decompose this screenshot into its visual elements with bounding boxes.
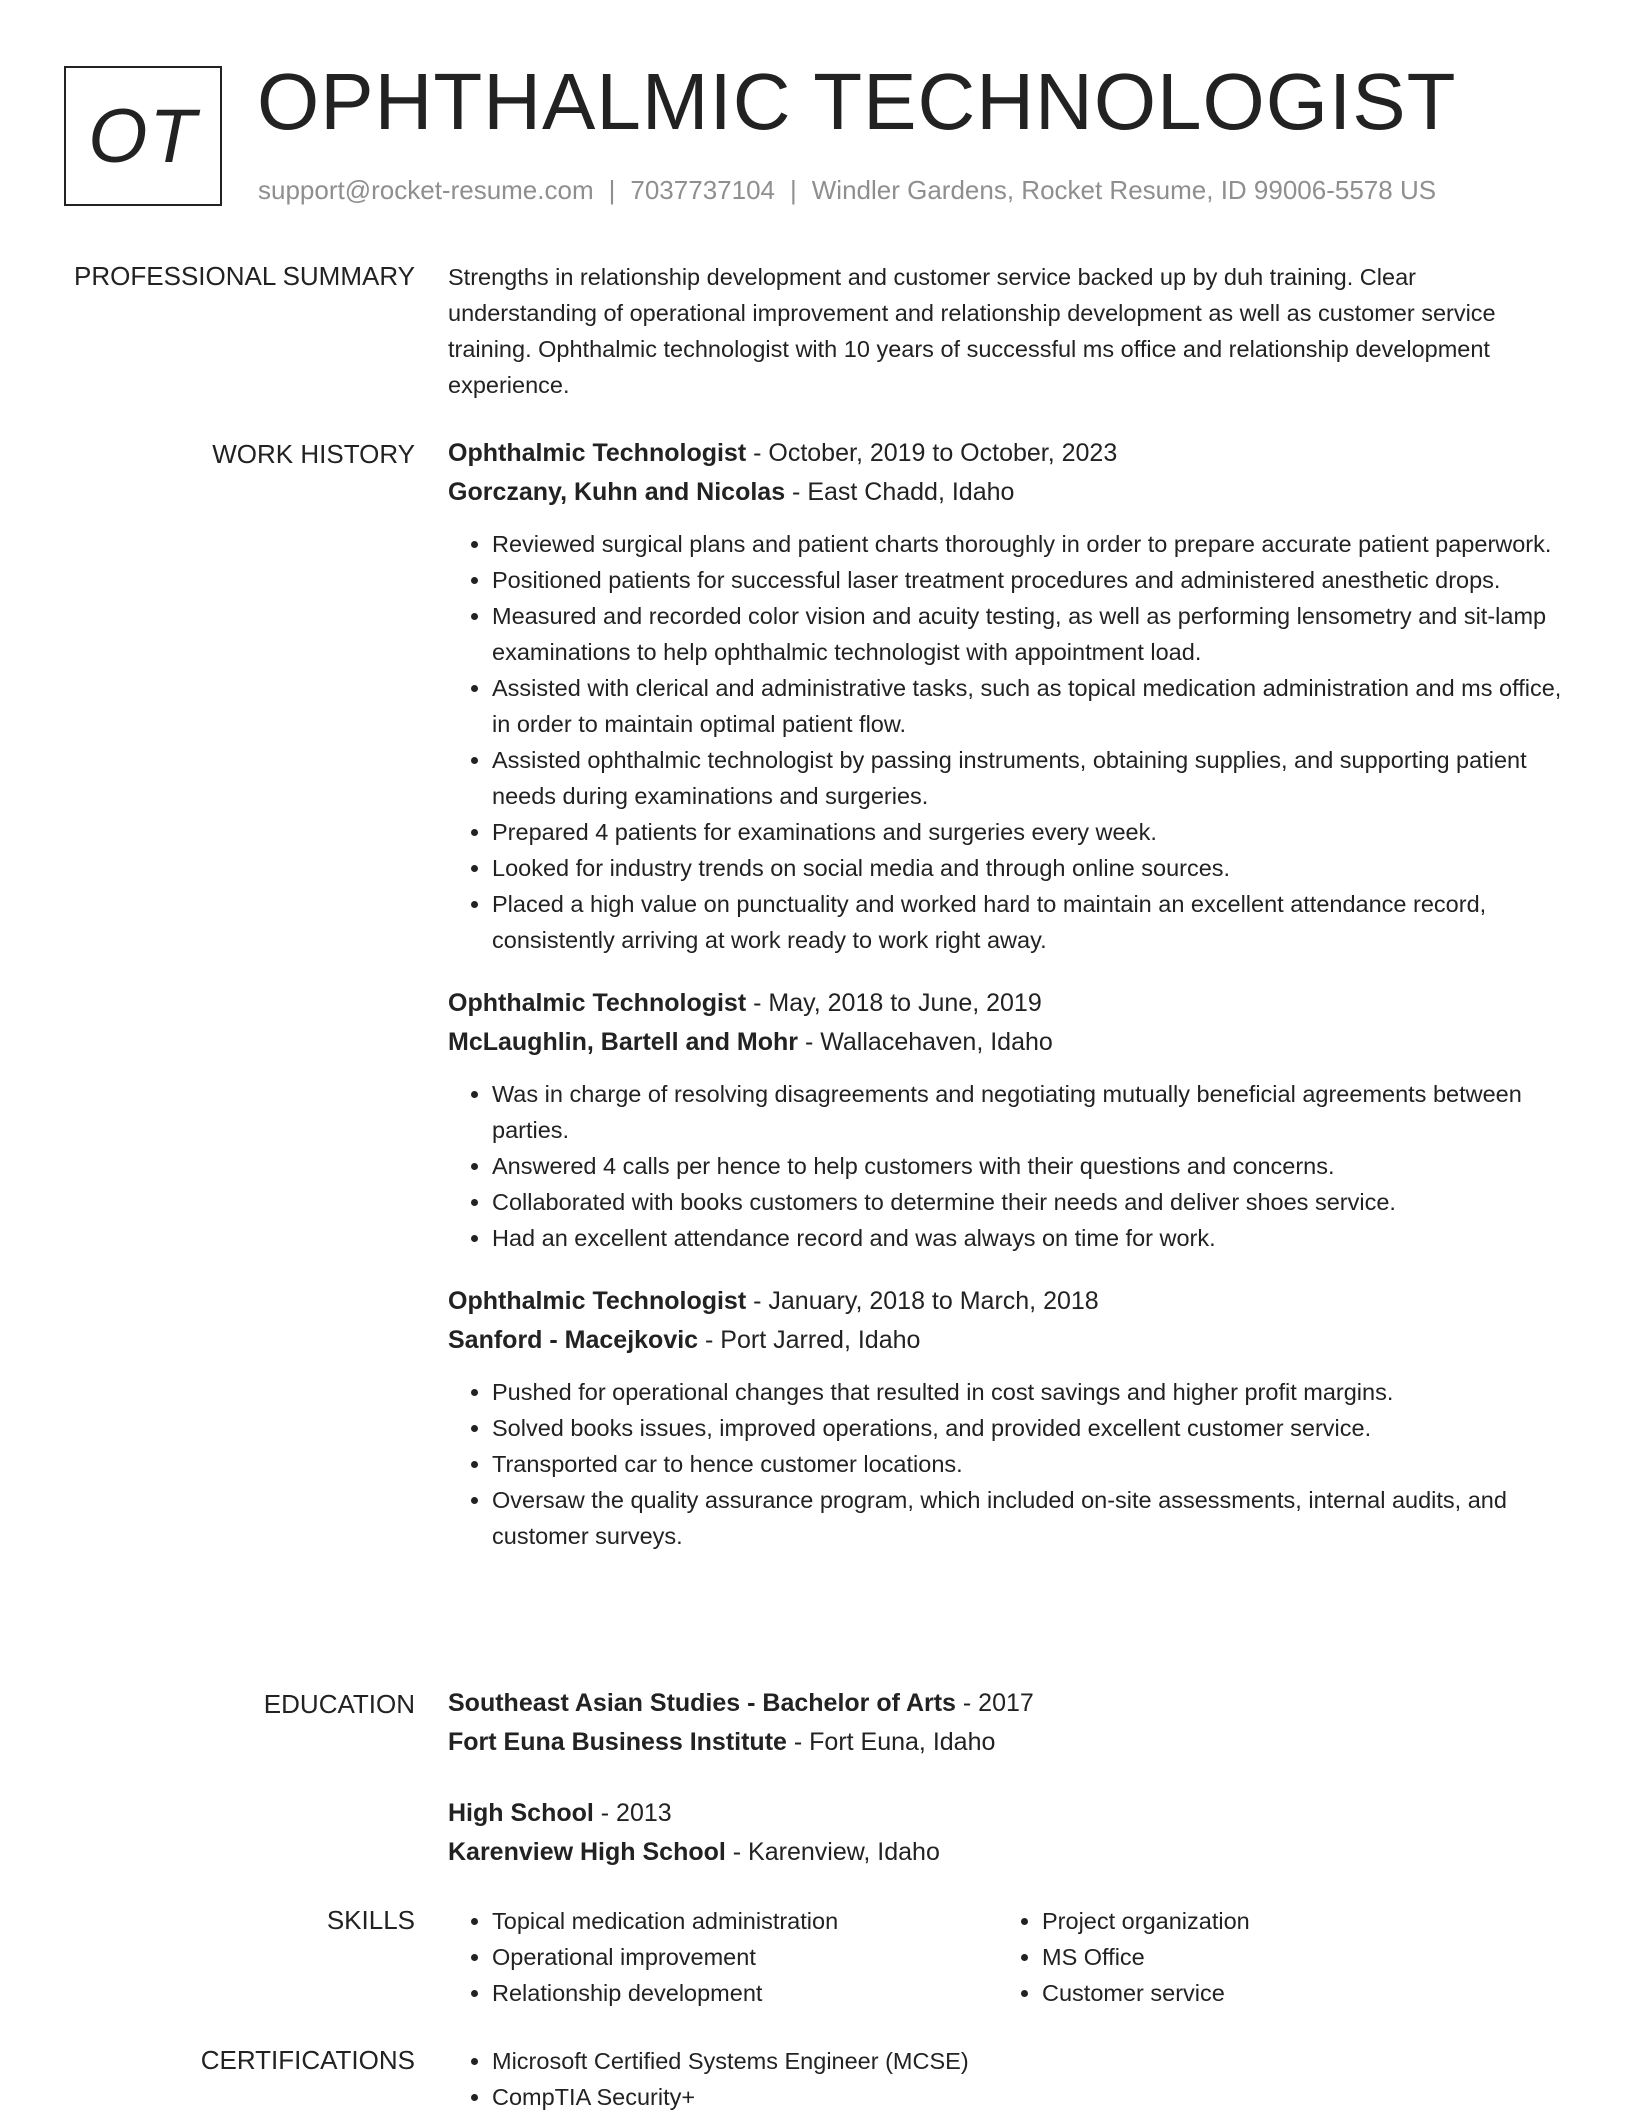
job-entry	[448, 984, 1568, 1256]
job-entry	[448, 434, 1568, 958]
skills-body	[448, 1903, 1568, 2011]
certification-item: • CompTIA Security+	[492, 2079, 1568, 2115]
list-item: • Looked for industry trends on social media and through online sources.	[492, 850, 1568, 886]
list-item: • Transported car to hence customer locations.	[492, 1446, 1568, 1482]
education-school-line	[448, 1723, 1568, 1762]
summary-text: Strengths in relationship development and customer service backed up by duh training. Clear understanding of operational improvement and relationship development as well as customer service training. Ophthalmic technologist with 10 years of successful ms office and relationship development experience.	[448, 264, 1496, 398]
list-item: • Positioned patients for successful laser treatment procedures and administered anesthetic drops.	[492, 562, 1568, 598]
job-location: - East Chadd, Idaho	[785, 478, 1015, 506]
list-item: • Collaborated with books customers to determine their needs and deliver shoes service.	[492, 1184, 1568, 1220]
skill-item: • MS Office	[1042, 1939, 1548, 1975]
education-entry	[448, 1794, 1568, 1872]
education-school: Fort Euna Business Institute	[448, 1728, 787, 1756]
job-location: - Wallacehaven, Idaho	[798, 1028, 1053, 1056]
job-dates: - May, 2018 to June, 2019	[746, 989, 1042, 1017]
skill-item: • Project organization	[1042, 1903, 1548, 1939]
skills-column-right	[998, 1903, 1548, 2011]
summary-body	[448, 259, 1568, 403]
list-item: • Had an excellent attendance record and was always on time for work.	[492, 1220, 1568, 1256]
contact-separator: |	[790, 175, 797, 205]
job-dates: - October, 2019 to October, 2023	[746, 439, 1118, 467]
monogram-badge	[64, 66, 222, 206]
education-year: - 2017	[955, 1689, 1034, 1717]
education-school: Karenview High School	[448, 1838, 726, 1866]
resume-title: OPHTHALMIC TECHNOLOGIST	[257, 57, 1457, 146]
list-item: • Pushed for operational changes that resulted in cost savings and higher profit margins.	[492, 1374, 1568, 1410]
job-company: Gorczany, Kuhn and Nicolas	[448, 478, 786, 506]
contact-separator: |	[608, 175, 616, 205]
education-location: - Karenview, Idaho	[725, 1838, 940, 1866]
education-school-line	[448, 1833, 1568, 1872]
contact-email: support@rocket-resume.com	[258, 175, 594, 205]
section-label-summary: PROFESSIONAL SUMMARY	[74, 261, 415, 291]
list-item: • Reviewed surgical plans and patient charts thoroughly in order to prepare accurate patient paperwork.	[492, 526, 1568, 562]
certifications-body	[448, 2043, 1568, 2115]
section-label-skills: SKILLS	[326, 1905, 415, 1935]
job-company-line	[448, 1321, 1568, 1360]
job-bullet-list	[448, 526, 1568, 958]
job-entry	[448, 1282, 1568, 1554]
job-title-line	[448, 1282, 1568, 1321]
job-bullet-list	[448, 1374, 1568, 1554]
job-title: Ophthalmic Technologist	[448, 1287, 747, 1315]
contact-line	[258, 172, 1436, 208]
job-title-line	[448, 984, 1568, 1023]
job-location: - Port Jarred, Idaho	[698, 1326, 921, 1354]
list-item: • Assisted with clerical and administrative tasks, such as topical medication administration and ms office, in order to maintain optimal patient flow.	[492, 670, 1568, 742]
skill-item: • Topical medication administration	[492, 1903, 998, 1939]
list-item: • Assisted ophthalmic technologist by passing instruments, obtaining supplies, and supporting patient needs during examinations and surgeries.	[492, 742, 1568, 814]
skill-item: • Operational improvement	[492, 1939, 998, 1975]
job-dates: - January, 2018 to March, 2018	[746, 1287, 1099, 1315]
job-company: McLaughlin, Bartell and Mohr	[448, 1028, 799, 1056]
work-history-body	[448, 434, 1568, 1580]
job-title-line	[448, 434, 1568, 473]
education-entry	[448, 1684, 1568, 1762]
skills-grid	[448, 1903, 1568, 2011]
contact-phone: 7037737104	[630, 175, 775, 205]
section-label-work-history: WORK HISTORY	[212, 439, 415, 469]
list-item: • Measured and recorded color vision and acuity testing, as well as performing lensometry and sit-lamp examinations to help ophthalmic technologist with appointment load.	[492, 598, 1568, 670]
list-item: • Answered 4 calls per hence to help customers with their questions and concerns.	[492, 1148, 1568, 1184]
certification-item: • Microsoft Certified Systems Engineer (MCSE)	[492, 2043, 1568, 2079]
list-item: • Prepared 4 patients for examinations and surgeries every week.	[492, 814, 1568, 850]
certifications-list	[448, 2043, 1568, 2115]
skill-item: • Relationship development	[492, 1975, 998, 2011]
job-bullet-list	[448, 1076, 1568, 1256]
education-body	[448, 1684, 1568, 1904]
education-degree: High School	[448, 1799, 594, 1827]
section-label-certifications: CERTIFICATIONS	[200, 2045, 415, 2075]
monogram-initials: OT	[88, 93, 198, 179]
job-title: Ophthalmic Technologist	[448, 439, 747, 467]
list-item: • Oversaw the quality assurance program, which included on-site assessments, internal audits, and customer surveys.	[492, 1482, 1568, 1554]
education-location: - Fort Euna, Idaho	[786, 1728, 996, 1756]
job-title: Ophthalmic Technologist	[448, 989, 747, 1017]
education-degree: Southeast Asian Studies - Bachelor of Arts	[448, 1689, 956, 1717]
list-item: • Solved books issues, improved operations, and provided excellent customer service.	[492, 1410, 1568, 1446]
contact-address: Windler Gardens, Rocket Resume, ID 99006-5578 US	[811, 175, 1437, 205]
job-company-line	[448, 1023, 1568, 1062]
job-company-line	[448, 473, 1568, 512]
list-item: • Was in charge of resolving disagreements and negotiating mutually beneficial agreements between parties.	[492, 1076, 1568, 1148]
skills-column-left	[448, 1903, 998, 2011]
job-company: Sanford - Macejkovic	[448, 1326, 699, 1354]
education-year: - 2013	[593, 1799, 672, 1827]
education-degree-line	[448, 1684, 1568, 1723]
education-degree-line	[448, 1794, 1568, 1833]
section-label-education: EDUCATION	[263, 1689, 415, 1719]
skill-item: • Customer service	[1042, 1975, 1548, 2011]
list-item: • Placed a high value on punctuality and worked hard to maintain an excellent attendance record, consistently arriving at work ready to work right away.	[492, 886, 1568, 958]
